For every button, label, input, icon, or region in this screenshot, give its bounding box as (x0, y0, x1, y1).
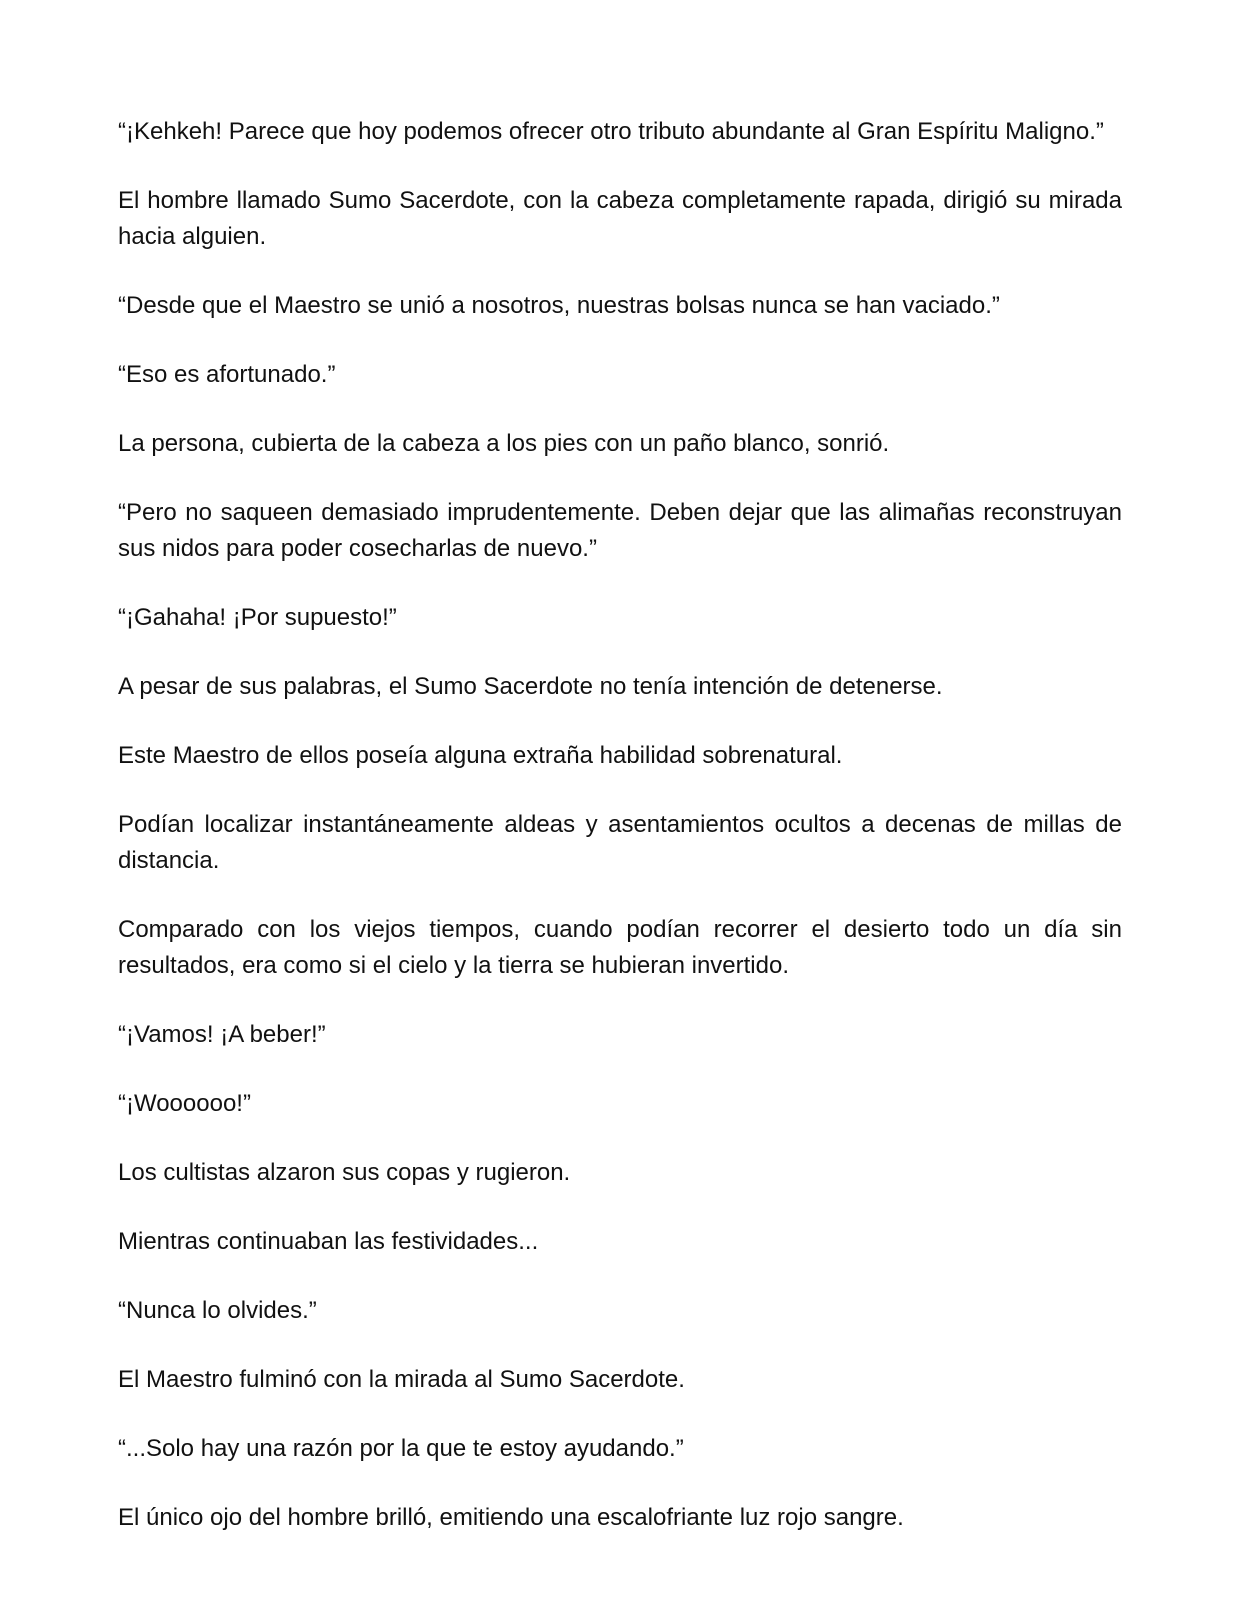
paragraph: “...Solo hay una razón por la que te estoy ayudando.” (118, 1435, 684, 1462)
paragraph: “¡Kehkeh! Parece que hoy podemos ofrecer otro tributo abundante al Gran Espíritu Maligno.” (118, 118, 1104, 145)
paragraph: La persona, cubierta de la cabeza a los pies con un paño blanco, sonrió. (118, 430, 890, 457)
paragraph: Los cultistas alzaron sus copas y rugieron. (118, 1159, 571, 1186)
paragraph: Comparado con los viejos tiempos, cuando podían recorrer el desierto todo un día sin resultados, era como si el cielo y la tierra se hubieran invertido. (118, 916, 1122, 979)
paragraph: “¡Woooooo!” (118, 1090, 251, 1117)
paragraph: “¡Gahaha! ¡Por supuesto!” (118, 604, 397, 631)
paragraph: “Nunca lo olvides.” (118, 1297, 317, 1324)
paragraph: El hombre llamado Sumo Sacerdote, con la cabeza completamente rapada, dirigió su mirada hacia alguien. (118, 187, 1122, 250)
paragraph: El único ojo del hombre brilló, emitiendo una escalofriante luz rojo sangre. (118, 1504, 904, 1531)
paragraph: Mientras continuaban las festividades... (118, 1228, 539, 1255)
paragraph: A pesar de sus palabras, el Sumo Sacerdote no tenía intención de detenerse. (118, 673, 943, 700)
paragraph: Este Maestro de ellos poseía alguna extraña habilidad sobrenatural. (118, 742, 843, 769)
paragraph: “Eso es afortunado.” (118, 361, 336, 388)
document-page (118, 114, 1122, 1569)
paragraph: Podían localizar instantáneamente aldeas y asentamientos ocultos a decenas de millas de distancia. (118, 811, 1122, 874)
paragraph: “Desde que el Maestro se unió a nosotros, nuestras bolsas nunca se han vaciado.” (118, 292, 1000, 319)
paragraph: “¡Vamos! ¡A beber!” (118, 1021, 326, 1048)
paragraph: El Maestro fulminó con la mirada al Sumo Sacerdote. (118, 1366, 685, 1393)
paragraph: “Pero no saqueen demasiado imprudentemente. Deben dejar que las alimañas reconstruyan sus nidos para poder cosecharlas de nuevo.” (118, 499, 1122, 562)
